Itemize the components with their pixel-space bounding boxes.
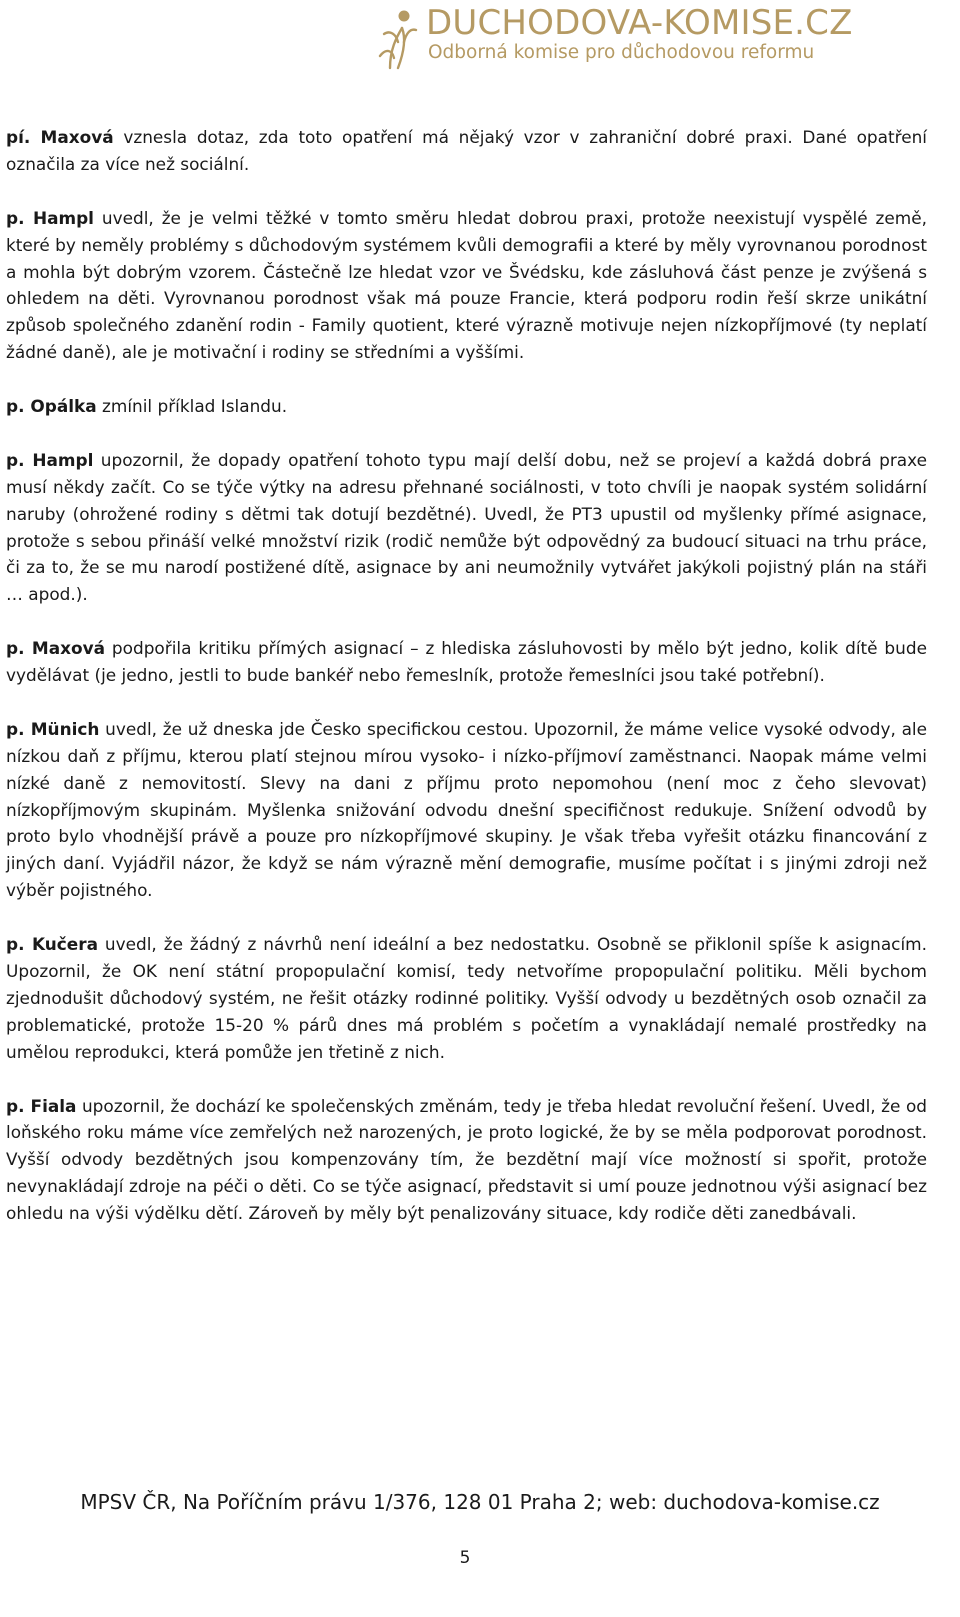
speaker-name: p. Kučera [6, 934, 98, 955]
document-body [6, 124, 927, 1254]
footer-address: MPSV ČR, Na Poříčním právu 1/376, 128 01 Praha 2; web: duchodova-komise.cz [80, 1490, 880, 1514]
paragraph-text: podpořila kritiku přímých asignací – z hlediska zásluhovosti by mělo být jedno, kolik dítě bude vydělávat (je jedno, jestli to bude bankéř nebo řemeslník, protože řemeslníci jsou také potřební). [6, 638, 927, 686]
speaker-name: p. Münich [6, 718, 100, 739]
paragraph-text: uvedl, že je velmi těžké v tomto směru hledat dobrou praxi, protože neexistují vyspělé země, které by neměly problémy s důchodovým systémem kvůli demografii a které by měly vyrovnanou porodnost a mohla být dobrým vzorem. Částečně lze hledat vzor ve Švédsku, kde zásluhová část penze je zvýšená s ohledem na děti. Vyrovnanou porodnost však má pouze Francie, která podporu rodin řeší skrze unikátní způsob společného zdanění rodin - Family quotient, které výrazně motivuje nejen nízkopříjmové (ty neplatí žádné daně), ale je motivační i rodiny se středními a vyššími. [6, 207, 928, 363]
paragraph [6, 1093, 927, 1228]
paragraph-text: upozornil, že dochází ke společenských změnám, tedy je třeba hledat revoluční řešení. Uvedl, že od loňského roku máme více zemřelých než narozených, je proto logické, že by se měla podporovat porodnost. Vyšší odvody bezdětných jsou kompenzovány tím, že bezdětní mají více možností si spořit, protože nevynakládají zdroje na péči o děti. Co se týče asignací, představit si umí pouze jednotnou výši asignací bez ohledu na výši výdělku dětí. Zároveň by měly být penalizovány situace, kdy rodiče děti zanedbávali. [6, 1095, 927, 1224]
paragraph-text: zmínil příklad Islandu. [96, 396, 288, 417]
logo-subtitle: Odborná komise pro důchodovou reformu [428, 42, 815, 63]
paragraph [6, 635, 927, 689]
speaker-name: p. Opálka [6, 396, 97, 417]
speaker-name: p. Hampl [6, 449, 94, 470]
paragraph-text: uvedl, že už dneska jde Česko specifickou cestou. Upozornil, že máme velice vysoké odvody, ale nízkou daň z příjmu, kterou platí stejnou mírou vysoko- i nízko-příjmoví zaměstnanci. Naopak máme velmi nízké daně z nemovitostí. Slevy na dani z příjmu proto nepomohou (není moc z čeho slevovat) nízkopříjmovým skupinám. Myšlenka snižování odvodu dnešní specifičnost redukuje. Snížení odvodů by proto bylo vhodnější právě a pouze pro nízkopříjmové skupiny. Je však třeba vyřešit otázku financování z jiných daní. Vyjádřil názor, že když se nám výrazně mění demografie, musíme počítat i s jinými zdroji než výběr pojistného. [6, 718, 927, 901]
paragraph-text: vznesla dotaz, zda toto opatření má nějaký vzor v zahraniční dobré praxi. Dané opatření označila za více než sociální. [6, 127, 927, 174]
logo-title: DUCHODOVA-KOMISE.CZ [426, 3, 853, 43]
paragraph [6, 124, 927, 178]
speaker-name: pí. Maxová [6, 127, 114, 147]
page-number: 5 [459, 1548, 471, 1568]
page-header [376, 0, 936, 78]
speaker-name: p. Maxová [6, 638, 106, 659]
sprout-figure-icon [376, 4, 422, 70]
paragraph-text: uvedl, že žádný z návrhů není ideální a bez nedostatku. Osobně se přiklonil spíše k asignacím. Upozornil, že OK není státní propopulační komisí, tedy netvoříme propopulační politiku. Měli bychom zjednodušit důchodový systém, ne řešit otázky rodinné politiky. Vyšší odvody u bezdětných osob označil za problematické, protože 15-20 % párů dnes má problém s početím a vynakládají nemalé prostředky na umělou reprodukci, která pomůže jen třetině z nich. [6, 934, 927, 1062]
speaker-name: p. Hampl [6, 207, 94, 228]
paragraph-text: upozornil, že dopady opatření tohoto typu mají delší dobu, než se projeví a každá dobrá praxe musí někdy začít. Co se týče výtky na adresu přehnané sociálnosti, v toto chvíli je naopak systém solidární naruby (ohrožené rodiny s dětmi tak dotují bezdětné). Uvedl, že PT3 upustil od myšlenky přímé asignace, protože s sebou přináší velké množství rizik (rodič nemůže být odpovědný za budoucí situaci na trhu práce, či za to, že se mu narodí postižené dítě, asignace by ani neumožnily vytvářet jakýkoli pojistný plán na stáři … apod.). [6, 449, 927, 605]
paragraph [6, 931, 927, 1066]
paragraph [6, 716, 927, 904]
paragraph [6, 447, 927, 608]
paragraph [6, 205, 927, 366]
paragraph [6, 393, 927, 420]
speaker-name: p. Fiala [6, 1095, 77, 1116]
